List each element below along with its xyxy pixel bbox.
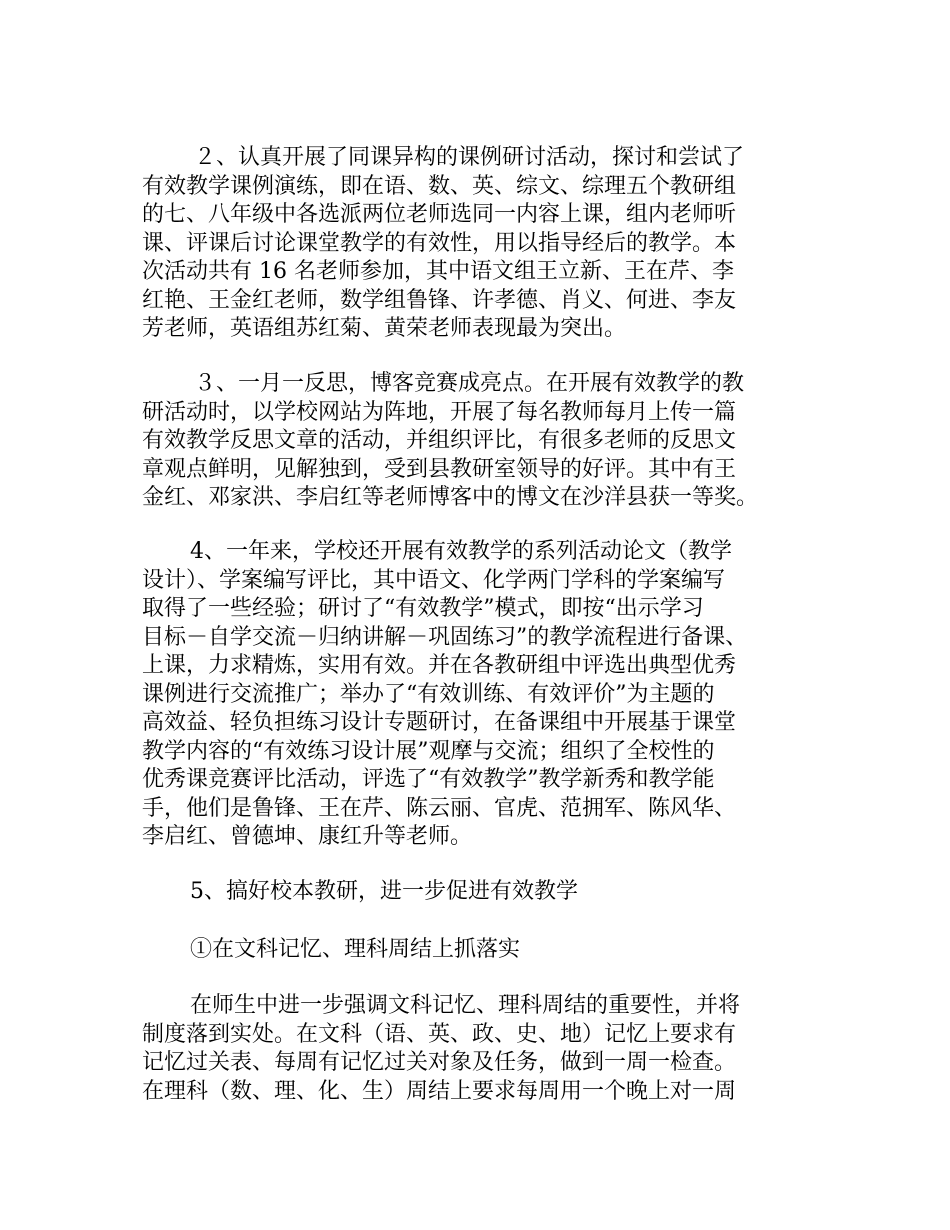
text-line: ３、一月一反思，博客竞赛成亮点。在开展有效教学的教	[194, 371, 745, 396]
text-line: 记忆过关表、每周有记忆过关对象及任务，做到一周一检查。	[142, 1050, 737, 1075]
text-line: 红艳、王金红老师，数学组鲁锋、许孝德、肖义、何进、李友	[142, 287, 737, 313]
text-line: 制度落到实处。在文科（语、英、政、史、地）记忆上要求有	[142, 1021, 737, 1047]
text-line: 研活动时，以学校网站为阵地，开展了每名教师每月上传一篇	[142, 399, 737, 425]
paragraph-4-annual-activities	[142, 538, 842, 852]
text-line: 4、一年来，学校还开展有效教学的系列活动论文（教学	[190, 539, 732, 564]
text-line: 取得了一些经验；研讨了“有效教学”模式，即按“出示学习	[142, 596, 704, 621]
text-line: 优秀课竞赛评比活动，评选了“有效教学”教学新秀和教学能	[142, 767, 715, 792]
text-line: 5、搞好校本教研，进一步促进有效教学	[190, 879, 578, 904]
text-line: 有效教学课例演练，即在语、数、英、综文、综理五个教研组	[142, 173, 737, 199]
text-line: 章观点鲜明，见解独到，受到县教研室领导的好评。其中有王	[142, 456, 737, 482]
text-line: 课、评课后讨论课堂教学的有效性，用以指导经后的教学。本	[142, 230, 737, 256]
text-line: 的七、八年级中各选派两位老师选同一内容上课，组内老师听	[142, 202, 737, 227]
text-line: 高效益、轻负担练习设计专题研讨，在备课组中开展基于课堂	[142, 710, 737, 735]
text-line: 目标－自学交流－归纳讲解－巩固练习”的教学流程进行备课、	[142, 624, 748, 650]
paragraph-memory-summary	[142, 992, 842, 1106]
text-line: 教学内容的“有效练习设计展”观摩与交流；组织了全校性的	[142, 738, 715, 764]
paragraph-2-lesson-study	[142, 144, 842, 344]
text-line: 次活动共有 16 名老师参加，其中语文组王立新、王在芹、李	[142, 259, 734, 284]
text-line: ①在文科记忆、理科周结上抓落实	[190, 937, 521, 962]
text-line: 在师生中进一步强调文科记忆、理科周结的重要性，并将	[190, 993, 741, 1018]
text-line: 设计）、学案编写评比，其中语文、化学两门学科的学案编写	[142, 567, 726, 593]
paragraph-3-monthly-reflection	[142, 370, 842, 513]
text-line: 李启红、曾德坤、康红升等老师。	[142, 824, 473, 849]
text-line: 在理科（数、理、化、生）周结上要求每周用一个晚上对一周	[142, 1078, 737, 1104]
text-line: 课例进行交流推广；举办了“有效训练、有效评价”为主题的	[142, 681, 715, 707]
text-line: 上课，力求精炼，实用有效。并在各教研组中评选出典型优秀	[142, 653, 737, 678]
text-line: 有效教学反思文章的活动，并组织评比，有很多老师的反思文	[142, 428, 737, 453]
text-line: 芳老师，英语组苏红菊、黄荣老师表现最为突出。	[142, 316, 627, 341]
text-line: ２、认真开展了同课异构的课例研讨活动，探讨和尝试了	[194, 145, 745, 170]
paragraph-subheading-1	[142, 936, 842, 965]
text-line: 手，他们是鲁锋、王在芹、陈云丽、官虎、范拥军、陈风华、	[142, 795, 737, 821]
text-line: 金红、邓家洪、李启红等老师博客中的博文在沙洋县获一等奖。	[142, 485, 759, 510]
paragraph-5-school-research	[142, 878, 842, 907]
